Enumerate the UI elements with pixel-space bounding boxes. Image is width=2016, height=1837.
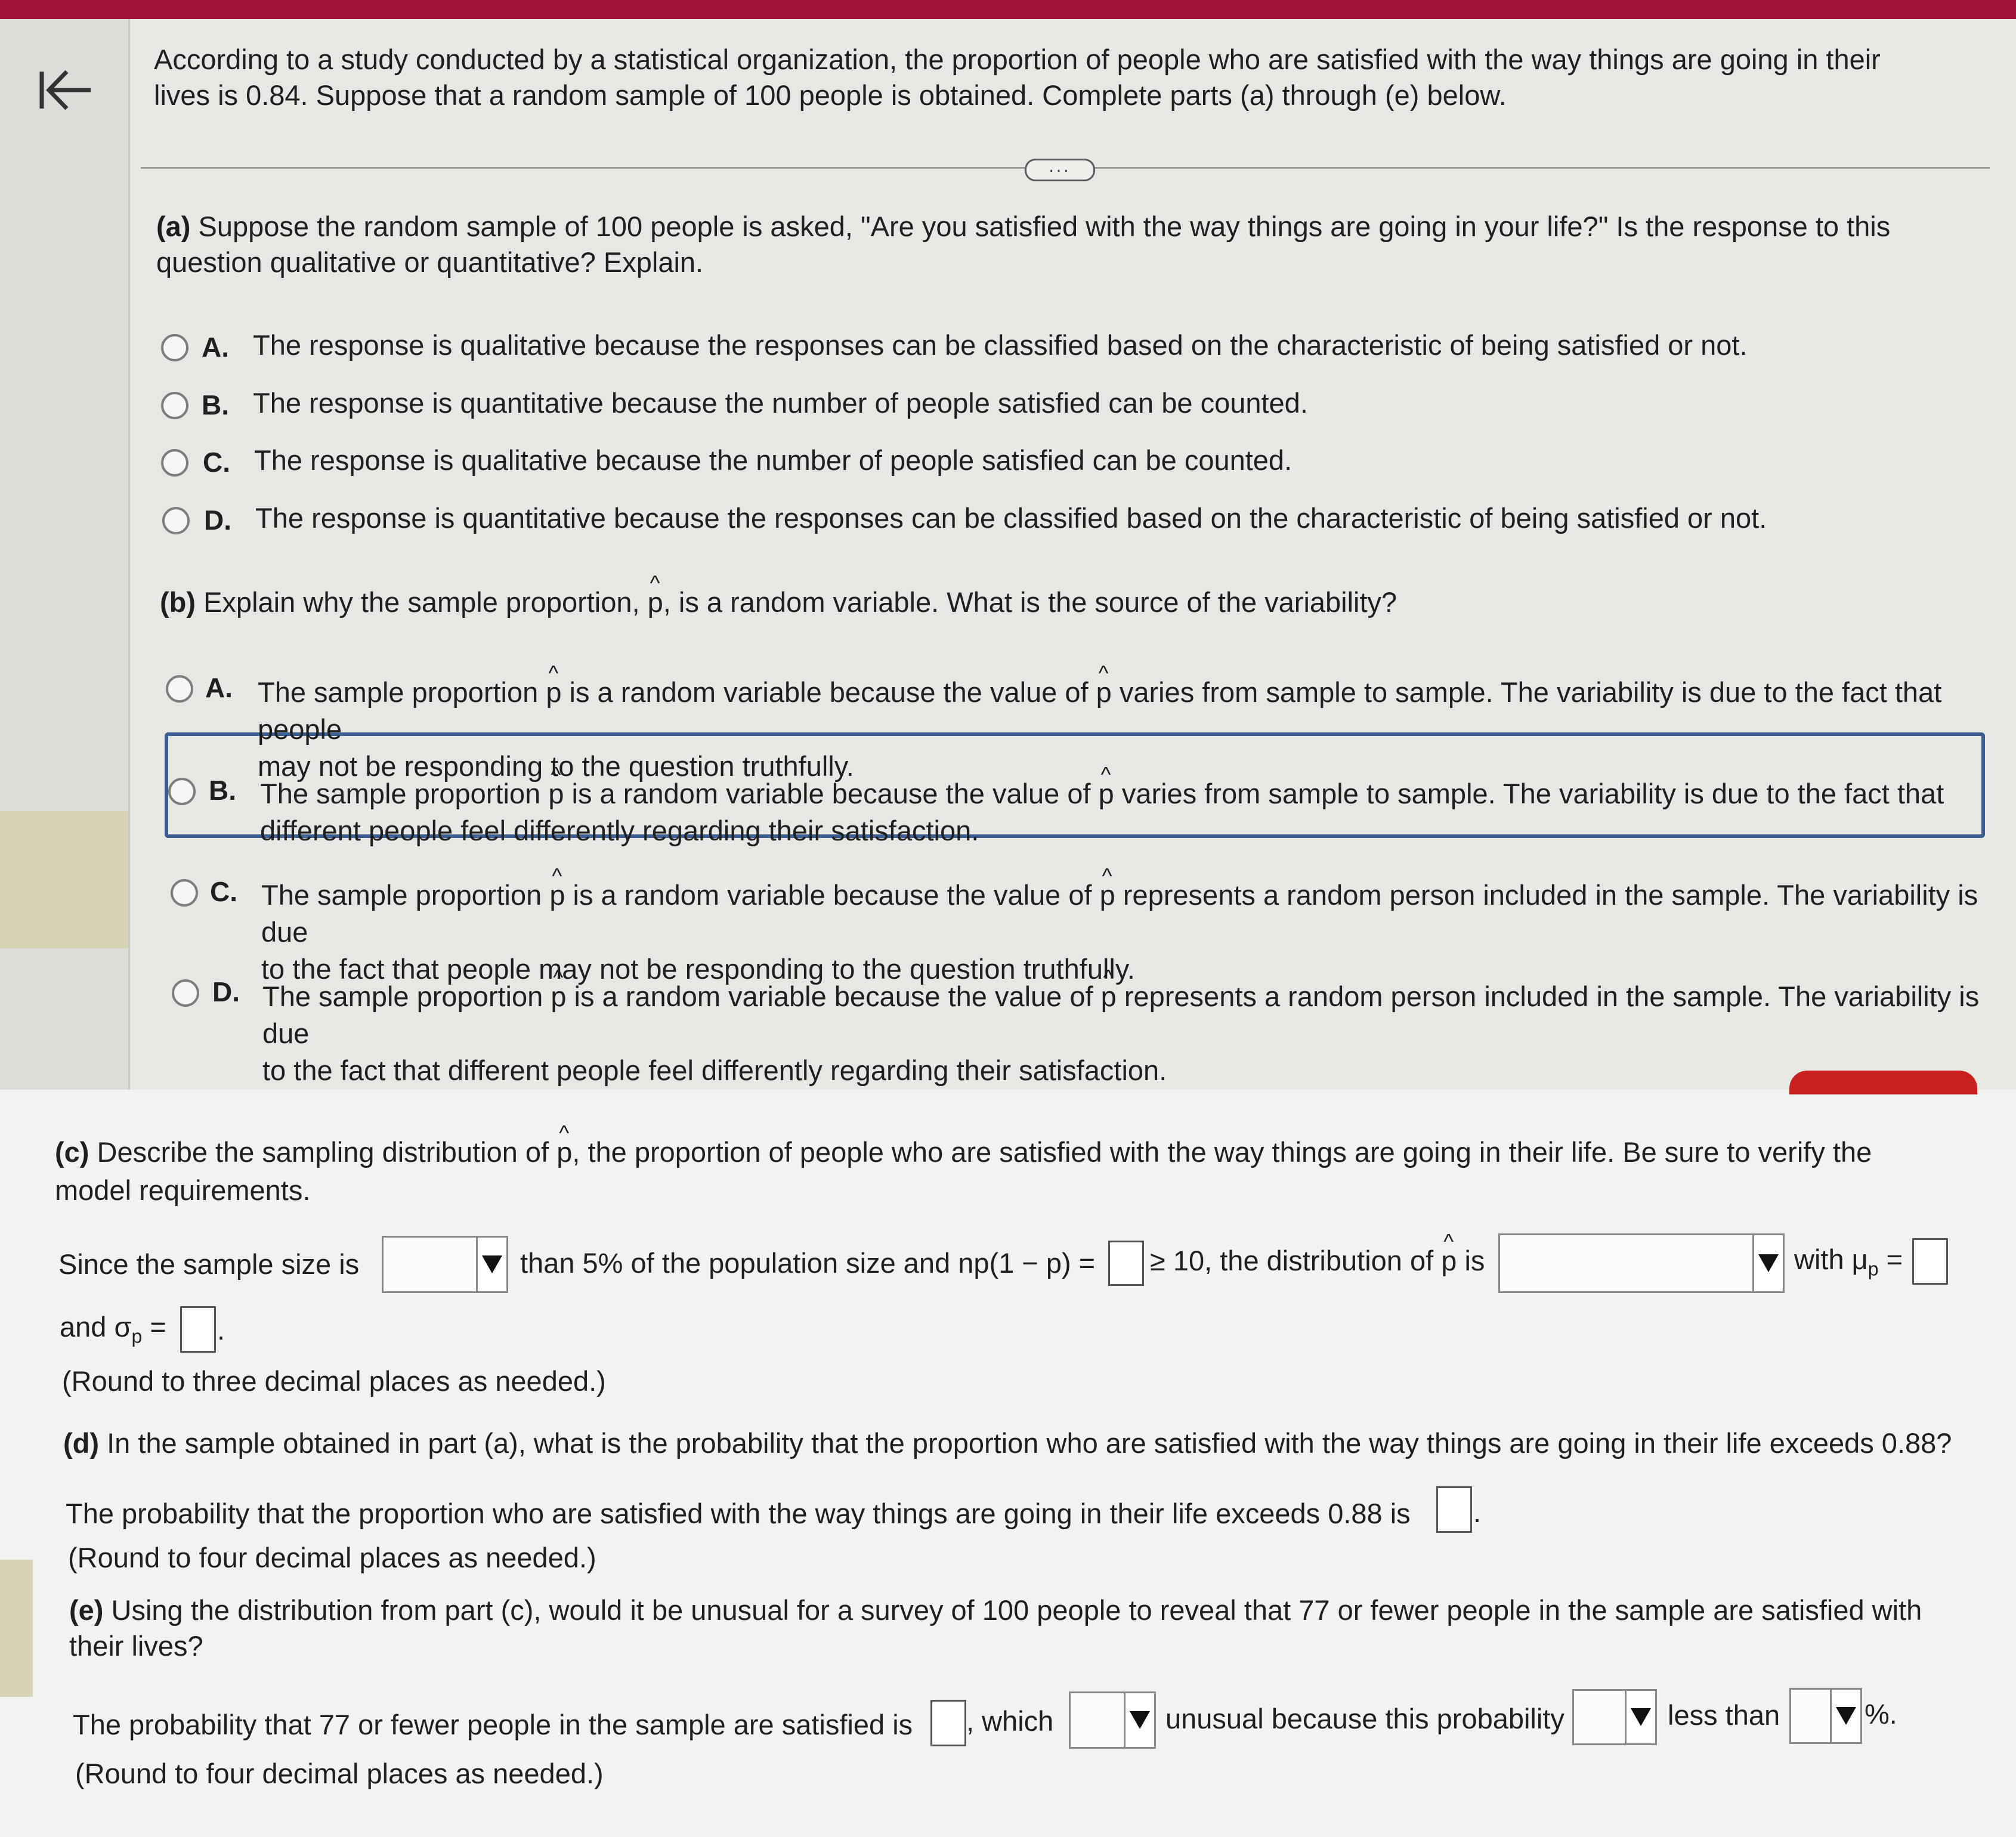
p-hat-symbol: ^ p — [648, 584, 663, 620]
part-a-radio-c[interactable] — [161, 449, 188, 477]
part-b-label: (b) — [160, 586, 196, 618]
p-hat-symbol: ^ p — [556, 1133, 572, 1171]
part-b-radio-c[interactable] — [171, 879, 198, 907]
part-a-option-b[interactable]: The response is quantitative because the number of people satisfied can be counted. — [253, 387, 1308, 419]
unusual-text: unusual because this probability — [1165, 1703, 1564, 1734]
part-b-radio-b[interactable] — [168, 778, 196, 805]
part-c-text-line2: model requirements. — [55, 1174, 311, 1206]
ge10-label: ≥ 10, the distribution of — [1150, 1245, 1434, 1276]
comparison-dropdown[interactable] — [1572, 1689, 1657, 1745]
than5-text: than 5% of the population size and np(1 − p) = — [520, 1247, 1096, 1279]
part-a-letter-c: C. — [203, 447, 230, 478]
p-hat-symbol: ^ p — [548, 775, 564, 812]
unusual-dropdown[interactable] — [1069, 1691, 1156, 1749]
opt-text: is a random variable because the value of — [571, 778, 1091, 809]
opt-text: different people feel differently regarding their satisfaction. — [260, 815, 979, 846]
part-d-question — [63, 1425, 1984, 1461]
part-d-label: (d) — [63, 1427, 100, 1459]
p-hat-symbol: ^ p — [551, 978, 566, 1015]
period: . — [217, 1314, 225, 1346]
distribution-dropdown[interactable] — [1498, 1233, 1785, 1293]
part-a-label: (a) — [156, 211, 191, 242]
chevron-down-icon — [1830, 1690, 1860, 1742]
is-label: is — [1464, 1245, 1485, 1276]
eq-sign: = — [1886, 1244, 1903, 1275]
percent-text: %. — [1865, 1698, 1897, 1730]
part-b-letter-c: C. — [210, 876, 237, 907]
part-b-text-pre: Explain why the sample proportion, — [203, 586, 640, 618]
opt-text: The sample proportion — [262, 981, 543, 1012]
which-text: , which — [966, 1705, 1054, 1737]
part-b-letter-b: B. — [209, 775, 236, 806]
sigma-answer-box[interactable] — [180, 1306, 216, 1353]
left-accent-strip — [0, 811, 128, 948]
part-e-question — [69, 1592, 1978, 1664]
part-b-letter-d: D. — [212, 976, 240, 1007]
part-b-text-post: , is a random variable. What is the source of the variability? — [663, 586, 1397, 618]
part-a-question — [156, 209, 1946, 280]
p-hat-symbol: ^ p — [1441, 1243, 1457, 1279]
part-e-probability-box[interactable] — [930, 1700, 966, 1746]
p-hat-symbol: ^ p — [1101, 978, 1117, 1015]
part-a-radio-a[interactable] — [161, 334, 188, 361]
opt-text: may not be responding to the question truthfully. — [258, 750, 854, 782]
part-a-radio-b[interactable] — [161, 392, 188, 419]
part-e-text: Using the distribution from part (c), would it be unusual for a survey of 100 people to reveal that 77 or fewer people in the sample are satisfied with — [111, 1594, 1922, 1626]
period: . — [1473, 1496, 1482, 1528]
part-b-option-b[interactable] — [260, 775, 1966, 849]
part-d-round-note: (Round to four decimal places as needed.) — [68, 1542, 596, 1573]
part-e-text-line2: their lives? — [69, 1630, 203, 1662]
p-hat-subscript: p — [1867, 1258, 1879, 1280]
part-e-label: (e) — [69, 1594, 104, 1626]
part-b-option-c[interactable] — [261, 877, 1979, 988]
mu-answer-box[interactable] — [1912, 1238, 1948, 1285]
percent-dropdown[interactable] — [1789, 1688, 1862, 1744]
p-hat-symbol: ^ p — [1099, 775, 1114, 812]
part-c-text-pre: Describe the sampling distribution of — [97, 1136, 549, 1168]
part-a-letter-a: A. — [202, 332, 229, 363]
part-c-label: (c) — [55, 1136, 89, 1168]
less-than-text: less than — [1668, 1699, 1780, 1731]
chevron-down-icon — [1752, 1235, 1783, 1291]
with-mu-text — [1794, 1242, 1903, 1286]
left-accent-strip — [0, 1560, 33, 1697]
top-color-bar — [0, 0, 2016, 19]
chevron-down-icon — [1625, 1691, 1655, 1743]
part-a-letter-b: B. — [202, 389, 229, 420]
part-d-answer-box[interactable] — [1436, 1486, 1472, 1533]
intro-text: According to a study conducted by a statistical organization, the proportion of people who are satisfied with the way things are going in their lives is 0.84. Suppose that a random sample of 100 people is obtained. Complete parts (a) through (e) below. — [154, 44, 1881, 111]
p-hat-symbol: ^ p — [1100, 877, 1115, 914]
part-c-round-note: (Round to three decimal places as needed.) — [62, 1365, 606, 1397]
part-e-round-note: (Round to four decimal places as needed.) — [75, 1758, 604, 1789]
part-a-radio-d[interactable] — [162, 507, 190, 534]
and-sigma-text — [60, 1309, 166, 1354]
sample-size-dropdown[interactable] — [382, 1236, 508, 1293]
opt-text: represents a random person included in the sample. The variability is due — [261, 879, 1978, 948]
part-b-option-a[interactable] — [258, 674, 1975, 785]
opt-text: is a random variable because the value of — [569, 676, 1089, 708]
opt-text: varies from sample to sample. The variability is due to the fact that people — [258, 676, 1942, 745]
p-hat-subscript: p — [131, 1325, 143, 1347]
p-hat-symbol: ^ p — [549, 877, 565, 914]
opt-text: to the fact that different people feel differently regarding their satisfaction. — [262, 1054, 1167, 1086]
chevron-down-icon — [1124, 1693, 1154, 1747]
opt-text: to the fact that people may not be responding to the question truthfully. — [261, 953, 1135, 985]
part-a-text: Suppose the random sample of 100 people is asked, "Are you satisfied with the way things are going in your life?" Is the response to this question qualitative or quantitative? Explain. — [156, 211, 1891, 278]
part-e-answer-text: The probability that 77 or fewer people in the sample are satisfied is — [73, 1709, 913, 1740]
part-b-letter-a: A. — [205, 672, 233, 703]
part-a-option-c[interactable]: The response is qualitative because the number of people satisfied can be counted. — [254, 444, 1293, 476]
mu-label: with μ — [1794, 1244, 1868, 1275]
part-b-question — [160, 584, 1949, 620]
part-d-answer-text: The probability that the proportion who are satisfied with the way things are going in their life exceeds 0.88 is — [66, 1498, 1411, 1529]
collapse-left-icon[interactable] — [36, 60, 101, 119]
np-answer-box[interactable] — [1108, 1241, 1144, 1286]
opt-text: represents a random person included in the sample. The variability is due — [262, 981, 1980, 1049]
opt-text: The sample proportion — [261, 879, 542, 911]
opt-text: is a random variable because the value of — [573, 879, 1092, 911]
part-b-radio-d[interactable] — [172, 979, 199, 1007]
part-a-letter-d: D. — [204, 505, 231, 536]
more-button[interactable]: ... — [1025, 159, 1095, 181]
p-hat-symbol: ^ p — [1096, 674, 1112, 711]
part-c-text-post: , the proportion of people who are satisfied with the way things are going in their life. Be sure to verify the — [572, 1136, 1872, 1168]
opt-text: The sample proportion — [258, 676, 539, 708]
sigma-label: and σ — [60, 1311, 132, 1343]
ge10-text — [1150, 1243, 1485, 1279]
part-c-question — [55, 1133, 1975, 1210]
part-b-radio-a[interactable] — [166, 675, 193, 703]
part-a-option-a[interactable]: The response is qualitative because the responses can be classified based on the characteristic of being satisfied or not. — [253, 329, 1748, 361]
chevron-down-icon — [476, 1238, 506, 1291]
opt-text: The sample proportion — [260, 778, 541, 809]
opt-text: varies from sample to sample. The variability is due to the fact that — [1121, 778, 1944, 809]
part-d-text: In the sample obtained in part (a), what is the probability that the proportion who are satisfied with the way things are going in their life exceeds 0.88? — [107, 1427, 1952, 1459]
opt-text: is a random variable because the value of — [574, 981, 1093, 1012]
p-hat-symbol: ^ p — [546, 674, 561, 711]
part-b-option-d[interactable] — [262, 978, 1980, 1089]
red-tab[interactable] — [1789, 1071, 1977, 1094]
part-a-option-d[interactable]: The response is quantitative because the responses can be classified based on the characteristic of being satisfied or not. — [255, 502, 1767, 534]
since-text: Since the sample size is — [58, 1248, 360, 1280]
eq-sign: = — [150, 1311, 166, 1343]
